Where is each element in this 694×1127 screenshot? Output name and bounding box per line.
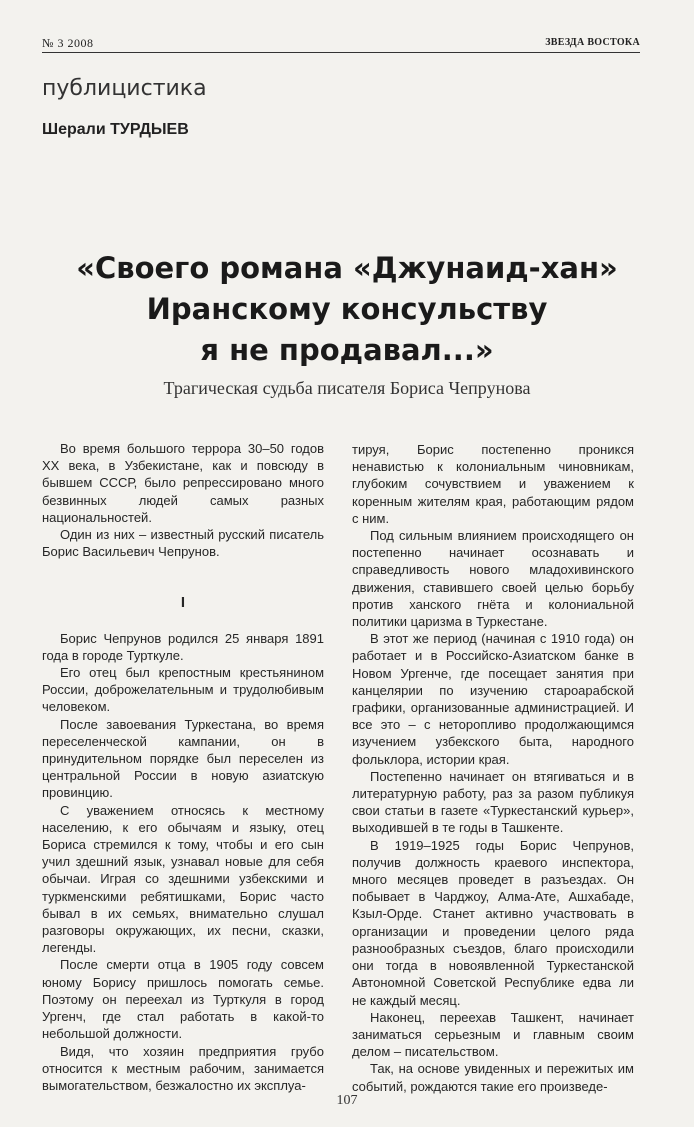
paragraph: С уважением относясь к местному населению, к его обычаям и языку, отец Бориса стремился к тому, чтобы и его сын учил здешний язык, узнавал новые для себя обычаи. Играя со здешними узбекскими и туркменскими ребятишками, Борис часто бывал в их семьях, внимательно слушал разговоры окружающих, их песни, сказки, легенды. (42, 802, 324, 956)
article-title (30, 248, 664, 371)
paragraph: Наконец, переехав Ташкент, начинает заниматься серьезным и главным своим делом – писательством. (352, 1009, 634, 1060)
paragraph: После завоевания Туркестана, во время переселенческой кампании, он в принудительном порядке был переселен из центральной России в новую азиатскую провинцию. (42, 716, 324, 801)
paragraph: В этот же период (начиная с 1910 года) он работает и в Российско-Азиатском банке в Новом Ургенче, где посещает занятия при канцелярии по изучению староарабской графики, организованные администрацией. И все это – с неторопливо продолжающимся изучением узбекского быта, народного фольклора, истории края. (352, 631, 634, 767)
paragraph: Постепенно начинает он втягиваться и в литературную работу, раз за разом публикуя свои статьи в газете «Туркестанский курьер», выходившей в те годы в Ташкенте. (352, 768, 634, 836)
section-mark: I (180, 594, 186, 612)
page-number: 107 (336, 1093, 358, 1108)
paragraph: Борис Чепрунов родился 25 января 1891 года в городе Турткуле. (42, 630, 324, 663)
title-line-2: Иранскому консульству (146, 292, 548, 326)
title-line-1: «Своего романа «Джунаид-хан» (76, 251, 618, 285)
paragraph: Один из них – известный русский писатель Борис Васильевич Чепрунов. (42, 527, 324, 560)
author-name: Шерали ТУРДЫЕВ (42, 121, 189, 138)
paragraph: После смерти отца в 1905 году совсем юному Борису пришлось помогать семье. Поэтому он переехал из Турткуля в город Ургенч, где стал работать в какой-то небольшой должности. (42, 957, 324, 1042)
paragraph: В 1919–1925 годы Борис Чепрунов, получив должность краевого инспектора, много месяцев проведет в разъездах. Он побывает в Чарджоу, Алма-Ате, Ашхабаде, Кзыл-Орде. Станет активно участвовать в организации и проведении целого ряда разнообразных съездов, благо происходили они тогда в новоявленной Туркестанской Автономной Советской Республике едва ли не каждый месяц. (352, 837, 634, 1008)
rubric-label: публицистика (42, 76, 207, 101)
paragraph: Во время большого террора 30–50 годов XX века, в Узбекистане, как и повсюду в бывшем СССР, было репрессировано много безвинных людей самых разных национальностей. (42, 441, 324, 525)
issue-number: № 3 2008 (42, 36, 94, 50)
running-header (42, 36, 640, 53)
article-subtitle: Трагическая судьба писателя Бориса Чепрунова (163, 378, 531, 398)
paragraph: Так, на основе увиденных и пережитых им событий, рождаются такие его произведе- (352, 1061, 634, 1094)
title-line-3: я не продавал...» (200, 333, 494, 367)
paragraph: тируя, Борис постепенно проникся ненавистью к колониальным чиновникам, глубоким сочувствием и уважением к коренным жителям края, работающим рядом с ним. (352, 442, 634, 526)
paragraph: Под сильным влиянием происходящего он постепенно начинает осознавать и справедливость нового младохивинского движения, ставившего своей целью борьбу против ханского гнёта и колониальной политики царизма в Туркестане. (352, 528, 634, 630)
paragraph: Его отец был крепостным крестьянином России, доброжелательным и трудолюбивым человеком. (42, 665, 324, 715)
paragraph: Видя, что хозяин предприятия грубо относится к местным рабочим, занимается вымогательством, безжалостно их эксплуа- (42, 1043, 324, 1093)
journal-name: ЗВЕЗДА ВОСТОКА (545, 37, 640, 48)
right-column (352, 441, 634, 1095)
left-column (42, 440, 324, 1094)
